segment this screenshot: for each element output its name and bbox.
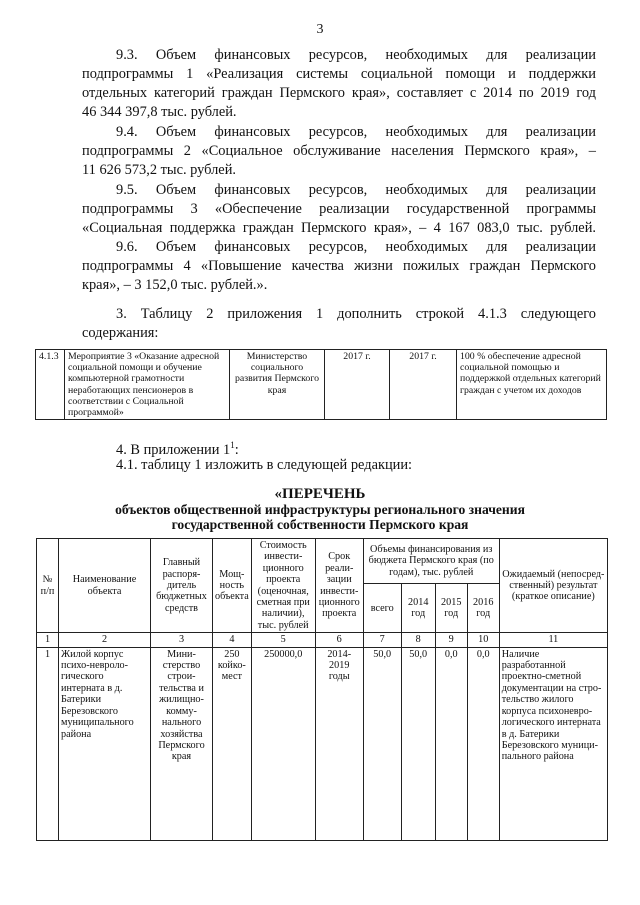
text-line: 9.4. Объем финансовых ресурсов, необходимых для реализации xyxy=(116,124,596,140)
text-line: подпрограммы 4 «Повышение качества жизни пожилых граждан Пермского xyxy=(82,258,596,274)
text-line: отдельных категорий граждан Пермского края», составляет с 2014 по 2019 год xyxy=(82,85,596,101)
header-total: всего xyxy=(363,584,401,633)
p4-colon: : xyxy=(234,441,239,458)
expected-result: Наличие разработанной проектно-сметной документации на стро-тельство жилого корпуса психоневро-логического интерната в д. Батерики Березовского муници-пального района xyxy=(499,647,607,840)
text-line: 9.6. Объем финансовых ресурсов, необходимых для реализации xyxy=(116,239,596,255)
table-row xyxy=(36,350,607,420)
expected-result: 100 % обеспечение адресной социальной помощью и поддержкой отдельных категорий граждан с учетом их доходов xyxy=(457,350,607,420)
start-date: 2017 г. xyxy=(325,350,390,420)
term: 2014-2019 годы xyxy=(315,647,363,840)
p4-superscript: 1 xyxy=(230,440,235,450)
header-num: № п/п xyxy=(37,539,59,633)
fin-total: 50,0 xyxy=(363,647,401,840)
admin-name: Мини-стерство строи-тельства и жилищно-комму-нального хозяйства Пермского края xyxy=(151,647,213,840)
colnum: 8 xyxy=(401,633,435,647)
executor: Министерство социального развития Пермского края xyxy=(230,350,325,420)
table-row xyxy=(37,647,608,840)
table-row-4-1-3 xyxy=(35,349,607,420)
p4-text: 4. В приложении 1 xyxy=(116,441,231,458)
list-title: «ПЕРЕЧЕНЬ xyxy=(274,486,366,502)
header-cost: Стоимость инвести-ционного проекта (оценочная, сметная при наличии), тыс. рублей xyxy=(251,539,315,633)
paragraph-9-4 xyxy=(82,123,596,180)
event-name: Мероприятие 3 «Оказание адресной социальной помощи и обучение компьютерной грамотности неработающих пенсионеров в соответствии с Социальной программой» xyxy=(65,350,230,420)
paragraph-4-1 xyxy=(82,456,596,475)
text-line: подпрограммы 3 «Обеспечение реализации государственной программы xyxy=(82,201,596,217)
fin-2015: 0,0 xyxy=(435,647,467,840)
table-header-row xyxy=(37,539,608,584)
row-num: 1 xyxy=(37,647,59,840)
paragraph-9-3 xyxy=(82,46,596,122)
text-line: 11 626 573,2 тыс. рублей. xyxy=(82,162,236,178)
end-date: 2017 г. xyxy=(390,350,457,420)
header-financing: Объемы финансирования из бюджета Пермского края (по годам), тыс. рублей xyxy=(363,539,499,584)
text-line: 4.1. таблицу 1 изложить в следующей редакции: xyxy=(116,457,413,473)
colnum: 3 xyxy=(151,633,213,647)
subtitle-line: объектов общественной инфраструктуры регионального значения xyxy=(115,502,525,517)
colnum: 7 xyxy=(363,633,401,647)
list-subtitle xyxy=(0,502,640,532)
fin-2016: 0,0 xyxy=(467,647,499,840)
fin-2014: 50,0 xyxy=(401,647,435,840)
text-line: содержания: xyxy=(82,325,159,341)
header-name: Наименование объекта xyxy=(59,539,151,633)
text-line: «Социальная поддержка граждан Пермского края», – 4 167 083,0 тыс. рублей. xyxy=(82,220,596,236)
cost: 250000,0 xyxy=(251,647,315,840)
header-result: Ожидаемый (непосред-ственный) результат (краткое описание) xyxy=(499,539,607,633)
text-line: 46 344 397,8 тыс. рублей. xyxy=(82,104,237,120)
page-number: 3 xyxy=(316,22,324,37)
header-admin: Главный распоря-дитель бюджетных средств xyxy=(151,539,213,633)
header-term: Срок реали-зации инвести-ционного проекта xyxy=(315,539,363,633)
row-number: 4.1.3 xyxy=(36,350,65,420)
colnum: 6 xyxy=(315,633,363,647)
header-capacity: Мощ-ность объекта xyxy=(213,539,252,633)
infrastructure-table xyxy=(36,538,608,841)
object-name: Жилой корпус психо-невроло-гического интерната в д. Батерики Березовского муниципального района xyxy=(59,647,151,840)
colnum: 2 xyxy=(59,633,151,647)
paragraph-3 xyxy=(82,305,596,343)
header-2014: 2014 год xyxy=(401,584,435,633)
colnum: 1 xyxy=(37,633,59,647)
colnum: 11 xyxy=(499,633,607,647)
text-line: 3. Таблицу 2 приложения 1 дополнить строкой 4.1.3 следующего xyxy=(116,306,596,322)
header-2015: 2015 год xyxy=(435,584,467,633)
paragraph-9-5 xyxy=(82,181,596,238)
colnum: 10 xyxy=(467,633,499,647)
colnum: 9 xyxy=(435,633,467,647)
colnum: 4 xyxy=(213,633,252,647)
text-line: подпрограммы 1 «Реализация системы социальной помощи и поддержки xyxy=(82,66,596,82)
text-line: 9.3. Объем финансовых ресурсов, необходимых для реализации xyxy=(116,47,596,63)
text-line: края», – 3 152,0 тыс. рублей.». xyxy=(82,277,268,293)
text-line: 9.5. Объем финансовых ресурсов, необходимых для реализации xyxy=(116,182,596,198)
capacity: 250 койко-мест xyxy=(213,647,252,840)
header-2016: 2016 год xyxy=(467,584,499,633)
paragraph-9-6 xyxy=(82,238,596,295)
subtitle-line: государственной собственности Пермского края xyxy=(171,517,469,532)
table-colnum-row xyxy=(37,633,608,647)
colnum: 5 xyxy=(251,633,315,647)
text-line: подпрограммы 2 «Социальное обслуживание населения Пермского края», – xyxy=(82,143,596,159)
